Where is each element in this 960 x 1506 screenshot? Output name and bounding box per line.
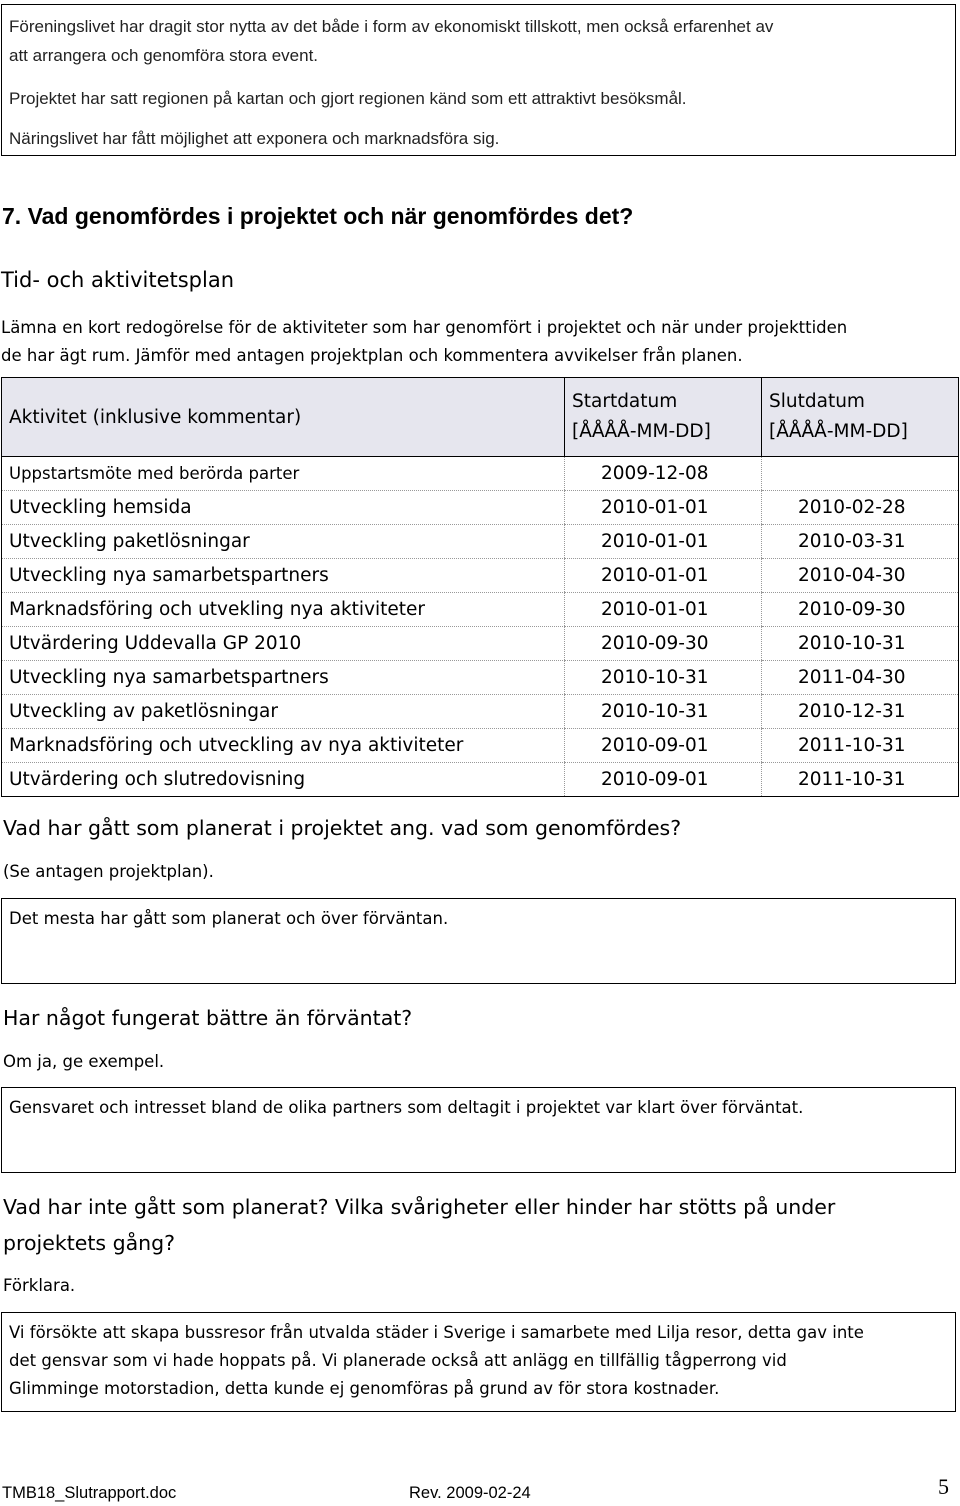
end-date-cell: 2010-12-31 bbox=[762, 695, 959, 729]
table-row bbox=[2, 729, 959, 763]
table-row bbox=[2, 457, 959, 491]
activity-table bbox=[1, 377, 959, 797]
top-text-box bbox=[1, 4, 956, 156]
table-row bbox=[2, 627, 959, 661]
end-date-cell: 2011-10-31 bbox=[762, 763, 959, 797]
intro-line: Lämna en kort redogörelse för de aktiviteter som har genomfört i projektet och när under projekttiden bbox=[1, 318, 848, 337]
start-date-cell: 2010-01-01 bbox=[565, 491, 762, 525]
table-row bbox=[2, 695, 959, 729]
start-date-cell: 2010-01-01 bbox=[565, 593, 762, 627]
activity-cell: Utveckling nya samarbetspartners bbox=[2, 661, 565, 695]
start-date-cell: 2010-09-30 bbox=[565, 627, 762, 661]
activity-cell: Marknadsföring och utvekling nya aktiviteter bbox=[2, 593, 565, 627]
header-activity: Aktivitet (inklusive kommentar) bbox=[2, 378, 565, 457]
top-box-line: att arrangera och genomföra stora event. bbox=[9, 46, 319, 65]
header-startdatum: Startdatum [ÅÅÅÅ-MM-DD] bbox=[565, 378, 762, 457]
table-row bbox=[2, 491, 959, 525]
start-date-cell: 2010-10-31 bbox=[565, 695, 762, 729]
start-date-cell: 2010-09-01 bbox=[565, 729, 762, 763]
end-date-cell bbox=[762, 457, 959, 491]
activity-cell: Utveckling hemsida bbox=[2, 491, 565, 525]
activity-cell: Utvärdering och slutredovisning bbox=[2, 763, 565, 797]
section-subheading: Tid- och aktivitetsplan bbox=[1, 268, 235, 292]
activity-cell: Uppstartsmöte med berörda parter bbox=[2, 457, 565, 491]
top-box-line: Föreningslivet har dragit stor nytta av det både i form av ekonomiskt tillskott, men också erfarenhet av bbox=[9, 17, 774, 36]
activity-cell: Utvärdering Uddevalla GP 2010 bbox=[2, 627, 565, 661]
table-row bbox=[2, 559, 959, 593]
question-1-heading: Vad har gått som planerat i projektet ang. vad som genomfördes? bbox=[3, 816, 682, 840]
activity-cell: Utveckling nya samarbetspartners bbox=[2, 559, 565, 593]
table-header-row bbox=[2, 378, 959, 457]
table-row bbox=[2, 525, 959, 559]
end-date-cell: 2011-04-30 bbox=[762, 661, 959, 695]
answer-3-line: Vi försökte att skapa bussresor från utvalda städer i Sverige i samarbete med Lilja resor, detta gav inte bbox=[9, 1323, 864, 1342]
answer-box-1[interactable] bbox=[1, 898, 956, 984]
footer-revision: Rev. 2009-02-24 bbox=[409, 1484, 531, 1502]
page-number: 5 bbox=[938, 1474, 949, 1499]
table-row bbox=[2, 593, 959, 627]
activity-cell: Marknadsföring och utveckling av nya aktiviteter bbox=[2, 729, 565, 763]
start-date-cell: 2010-01-01 bbox=[565, 559, 762, 593]
answer-box-3[interactable] bbox=[1, 1312, 956, 1412]
section-intro bbox=[1, 314, 951, 370]
start-date-cell: 2010-10-31 bbox=[565, 661, 762, 695]
end-date-cell: 2010-03-31 bbox=[762, 525, 959, 559]
footer-document-name: TMB18_Slutrapport.doc bbox=[2, 1484, 177, 1502]
end-date-cell: 2010-04-30 bbox=[762, 559, 959, 593]
end-date-cell: 2010-09-30 bbox=[762, 593, 959, 627]
answer-3-line: det gensvar som vi hade hoppats på. Vi planerade också att anlägg en tillfällig tågperrong vid bbox=[9, 1351, 787, 1370]
header-slutdatum: Slutdatum [ÅÅÅÅ-MM-DD] bbox=[762, 378, 959, 457]
answer-3-line: Glimminge motorstadion, detta kunde ej genomföras på grund av för stora kostnader. bbox=[9, 1379, 720, 1398]
start-date-cell: 2010-01-01 bbox=[565, 525, 762, 559]
answer-1-text: Det mesta har gått som planerat och över förväntan. bbox=[9, 909, 449, 928]
question-3-subtext: Förklara. bbox=[3, 1276, 76, 1295]
activity-cell: Utveckling paketlösningar bbox=[2, 525, 565, 559]
end-date-cell: 2011-10-31 bbox=[762, 729, 959, 763]
top-box-line: Näringslivet har fått möjlighet att exponera och marknadsföra sig. bbox=[9, 129, 500, 148]
start-date-cell: 2010-09-01 bbox=[565, 763, 762, 797]
table-row bbox=[2, 661, 959, 695]
answer-2-text: Gensvaret och intresset bland de olika partners som deltagit i projektet var klart över förväntat. bbox=[9, 1098, 804, 1117]
table-row bbox=[2, 763, 959, 797]
section-heading: 7. Vad genomfördes i projektet och när genomfördes det? bbox=[2, 203, 634, 229]
question-2-subtext: Om ja, ge exempel. bbox=[3, 1052, 165, 1071]
question-3-heading-line: projektets gång? bbox=[3, 1231, 176, 1255]
question-3-heading-line: Vad har inte gått som planerat? Vilka svårigheter eller hinder har stötts på under bbox=[3, 1195, 836, 1219]
intro-line: de har ägt rum. Jämför med antagen projektplan och kommentera avvikelser från planen. bbox=[1, 346, 743, 365]
answer-box-2[interactable] bbox=[1, 1087, 956, 1173]
start-date-cell: 2009-12-08 bbox=[565, 457, 762, 491]
end-date-cell: 2010-10-31 bbox=[762, 627, 959, 661]
end-date-cell: 2010-02-28 bbox=[762, 491, 959, 525]
question-2-heading: Har något fungerat bättre än förväntat? bbox=[3, 1006, 413, 1030]
question-1-subtext: (Se antagen projektplan). bbox=[3, 862, 214, 881]
activity-cell: Utveckling av paketlösningar bbox=[2, 695, 565, 729]
top-box-line: Projektet har satt regionen på kartan och gjort regionen känd som ett attraktivt besöksmål. bbox=[9, 89, 687, 108]
